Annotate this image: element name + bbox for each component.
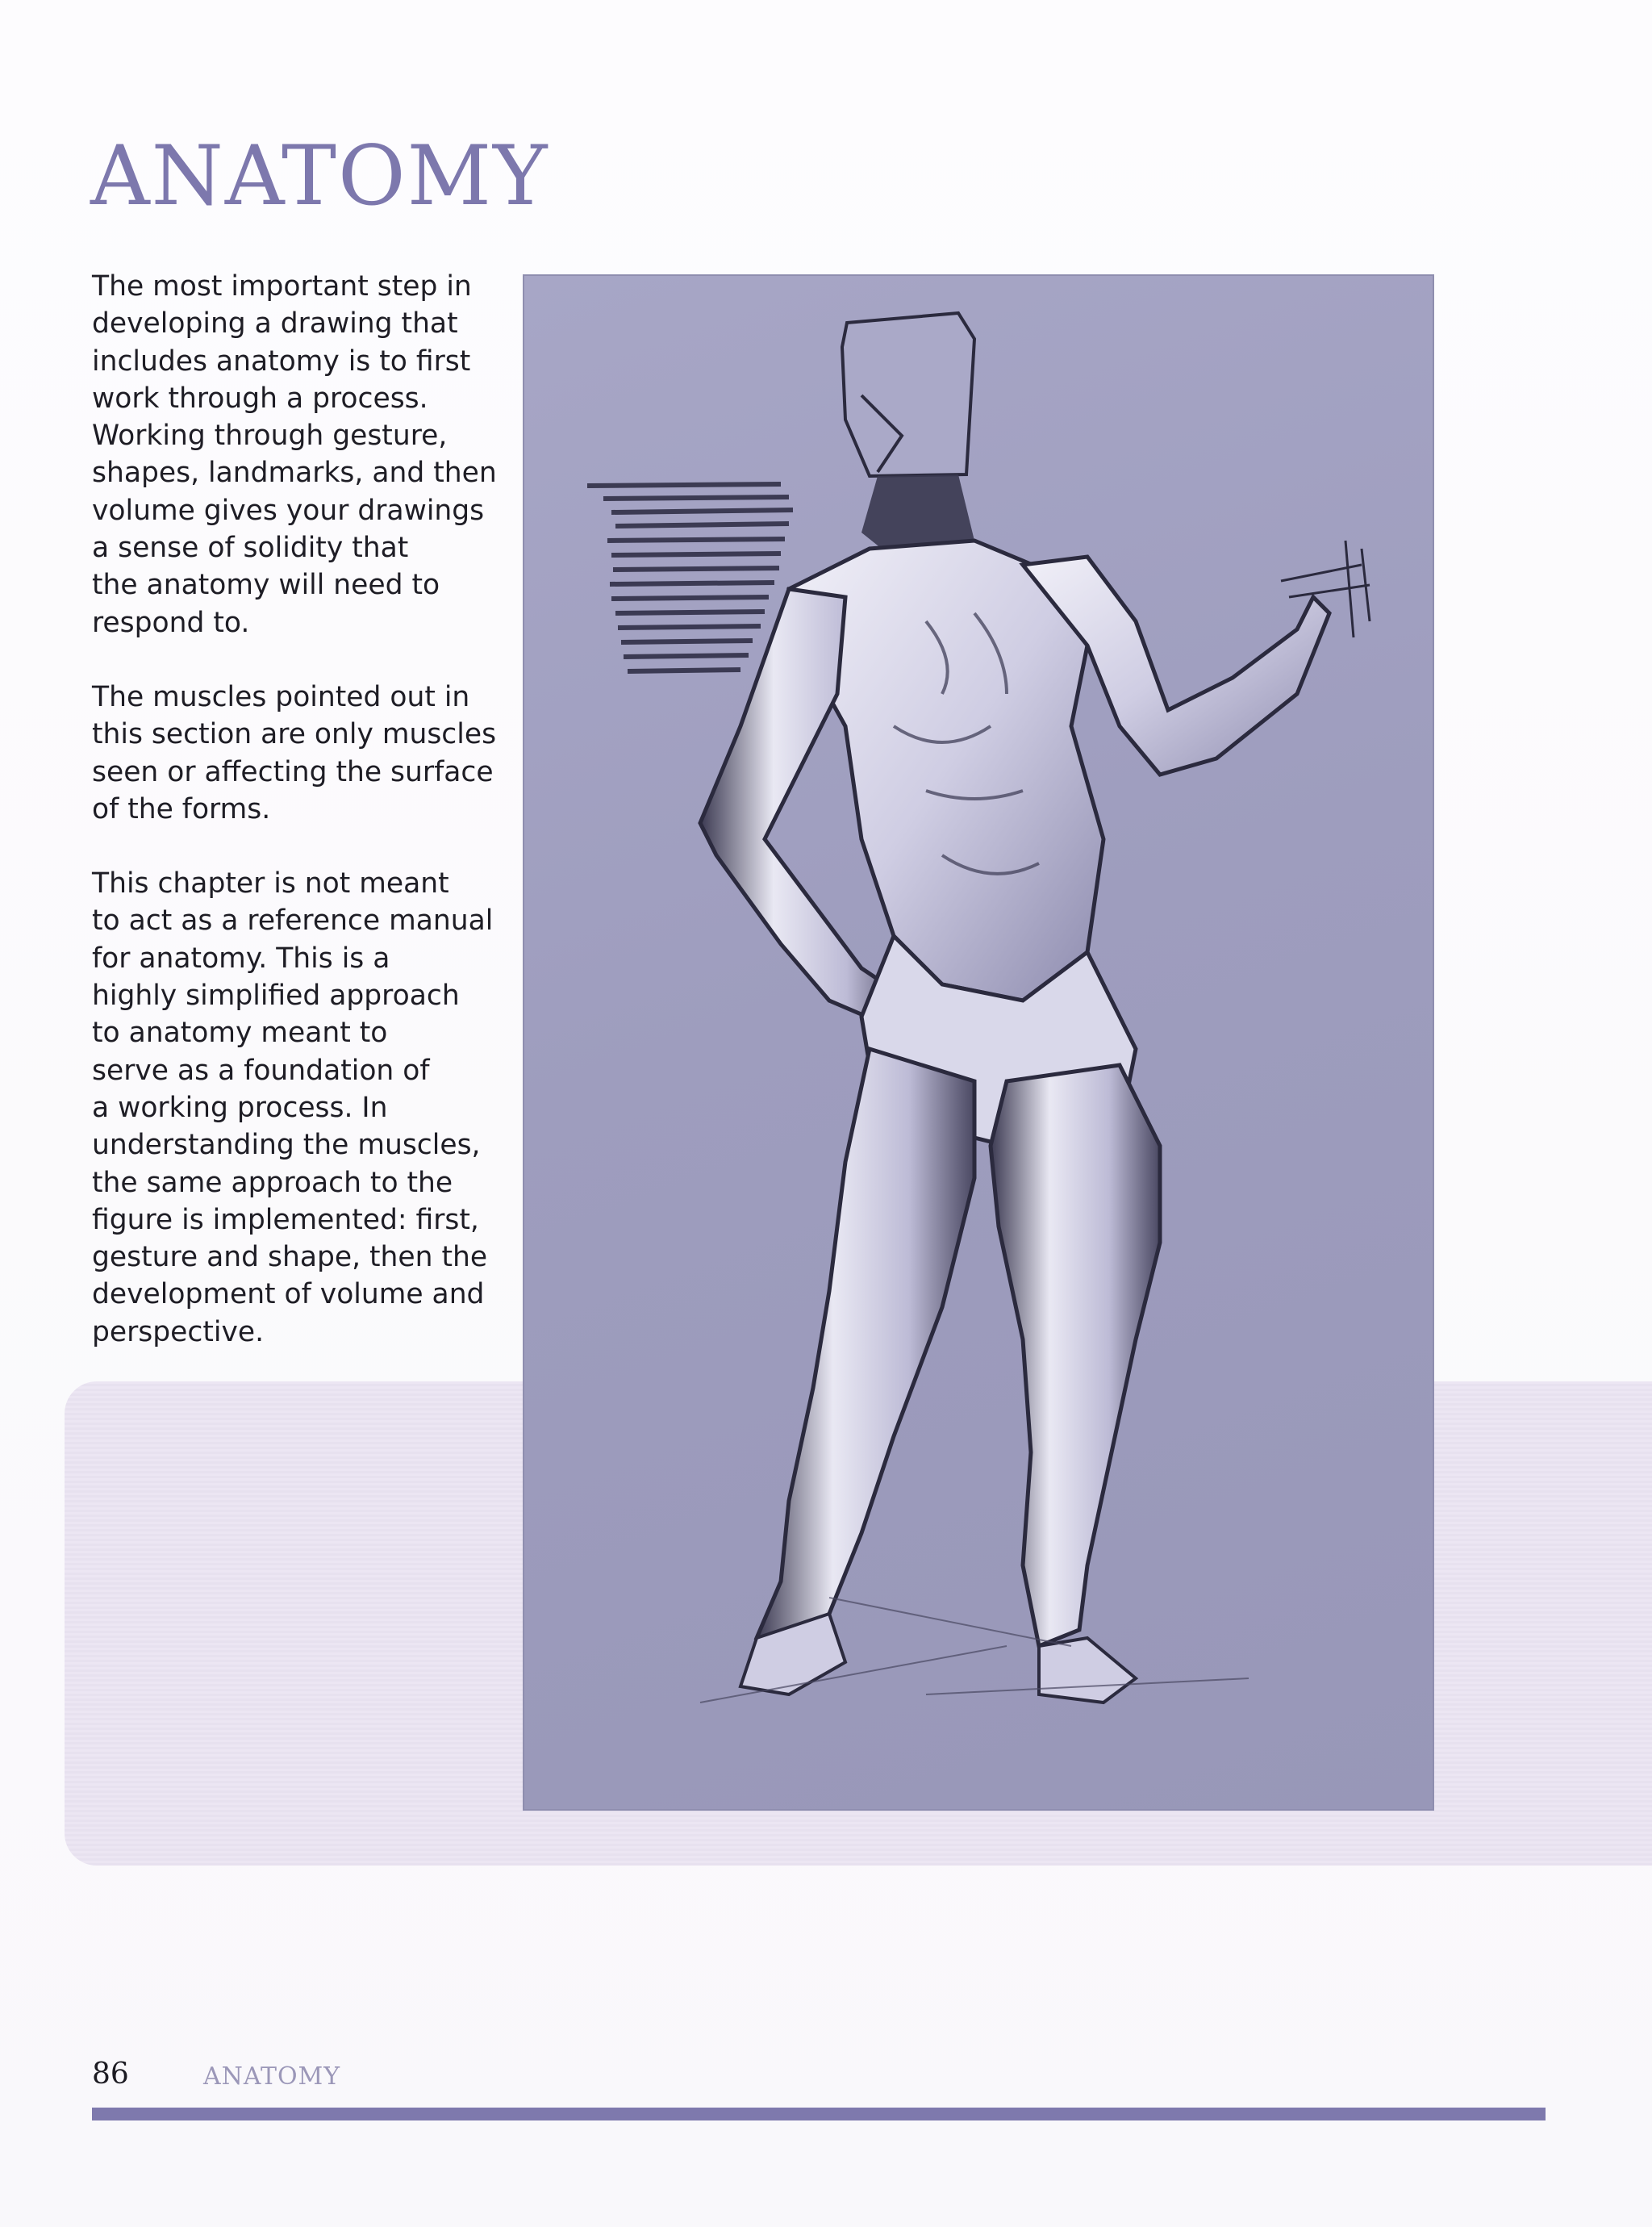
text-line: serve as a foundation of (92, 1054, 430, 1087)
page-number: 86 (92, 2058, 129, 2091)
text-line: figure is implemented: first, (92, 1203, 479, 1236)
text-line: highly simplified approach (92, 980, 460, 1013)
text-line: volume gives your drawings (92, 494, 485, 527)
text-line: to anatomy meant to (92, 1017, 388, 1050)
text-line: includes anatomy is to first (92, 345, 471, 378)
paragraph-1 (92, 268, 511, 641)
text-line: understanding the muscles, (92, 1129, 481, 1162)
text-line: respond to. (92, 606, 250, 639)
running-footer-label: ANATOMY (203, 2062, 341, 2091)
text-line: for anatomy. This is a (92, 942, 390, 975)
text-line: a working process. In (92, 1091, 388, 1124)
hatching-marks (587, 484, 793, 671)
text-line: this section are only muscles (92, 718, 497, 751)
text-line: The muscles pointed out in (92, 680, 470, 713)
body-text (92, 268, 511, 1388)
paragraph-3 (92, 865, 511, 1351)
text-line: perspective. (92, 1315, 265, 1348)
page-title: ANATOMY (90, 128, 549, 224)
footer-rule (92, 2108, 1546, 2120)
figure-right-leg (991, 1065, 1160, 1646)
text-line: work through a process. (92, 382, 428, 415)
text-line: gesture and shape, then the (92, 1241, 488, 1274)
text-line: This chapter is not meant (92, 867, 449, 900)
text-line: the anatomy will need to (92, 569, 440, 602)
text-line: shapes, landmarks, and then (92, 457, 497, 490)
figure-left-leg (757, 1049, 974, 1646)
figure-drawing (523, 274, 1434, 1811)
text-line: developing a drawing that (92, 307, 458, 341)
text-line: seen or affecting the surface (92, 755, 494, 788)
text-line: the same approach to the (92, 1166, 453, 1199)
text-line: to act as a reference manual (92, 905, 494, 938)
paragraph-2 (92, 679, 511, 828)
figure-drawing-illustration (523, 274, 1434, 1811)
text-line: a sense of solidity that (92, 532, 409, 565)
text-line: Working through gesture, (92, 420, 448, 453)
figure-right-foot (1039, 1638, 1136, 1703)
figure-head (842, 313, 974, 476)
text-line: development of volume and (92, 1278, 485, 1311)
figure-left-foot (740, 1614, 845, 1694)
text-line: The most important step in (92, 270, 472, 303)
text-line: of the forms. (92, 792, 271, 825)
